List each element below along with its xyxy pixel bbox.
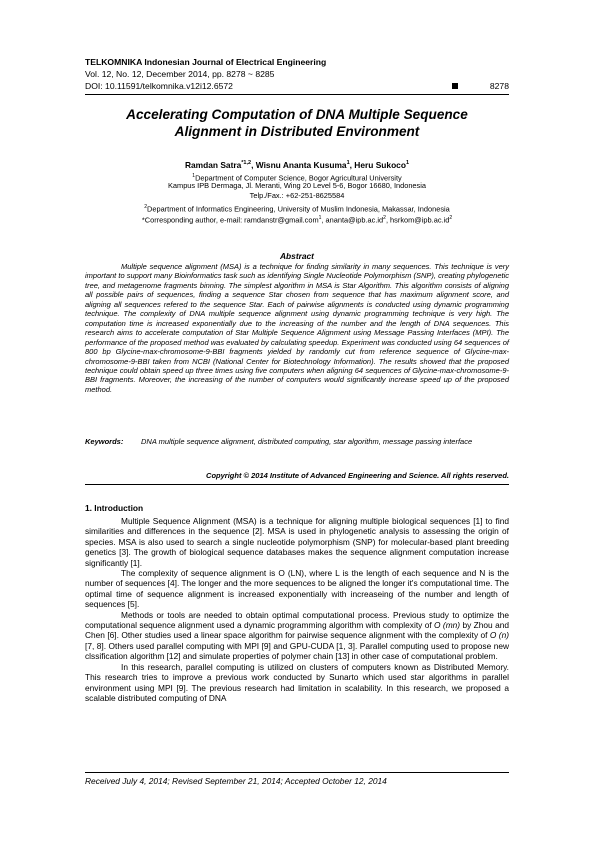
header-rule <box>85 94 509 95</box>
volume-line: Vol. 12, No. 12, December 2014, pp. 8278 ~ 8285 <box>85 69 275 79</box>
author-superscript: 1 <box>405 160 410 167</box>
affiliation-1-line-1: $^1$Department of Computer Science, Bogor Agricultural University <box>192 173 402 183</box>
affiliation-superscript: 1 <box>192 173 196 179</box>
author-name: Ramdan Satra <box>184 160 242 170</box>
paragraph: Methods or tools are needed to obtain optimal computational process. Previous study to optimize the computational sequence alignment used a dynamic programming algorithm with complexity of O (mn) by Zhou and Chen [6]. Other studies used a linear space algorithm for pairwise sequence alignment with the complexity of O (n) [7, 8]. Others used parallel computing with MPI [9] and GPU-CUDA [1, 3]. Parallel computing used to propose new clssification algorithm [12] and simulate properties of polymer chain [13] in other case of computational problem. <box>85 609 509 662</box>
author-separator: , <box>251 160 256 170</box>
author-superscript: 1 <box>346 160 350 167</box>
footer-rule <box>85 772 509 773</box>
introduction-body <box>85 516 509 703</box>
author-name: Wisnu Ananta Kusuma <box>255 160 347 170</box>
corresponding-author: *Corresponding author, e-mail: ramdanstr@gmail.com$^1$, $ananta@ipb.ac.id^2$, $hsrkom@ipb.ac.id^2$ <box>141 215 453 225</box>
page-number: 8278 <box>489 81 509 91</box>
affiliation-superscript: 2 <box>144 204 148 210</box>
paragraph: In this research, parallel computing is utilized on clusters of computers known as Distributed Memory. This research tries to improve a previous work conducted by Sunarto which used star algorithms in parallel environment using MPI [9]. The previous research had limitation in scalability. In this research, we proposed a scalable distributed computing of DNA <box>85 661 509 703</box>
affiliation-1-line-3: Telp./Fax.: +62-251-8625584 <box>249 191 345 200</box>
journal-name: TELKOMNIKA Indonesian Journal of Electrical Engineering <box>85 57 327 67</box>
section-rule <box>85 484 509 485</box>
author-name: Heru Sukoco <box>354 160 406 170</box>
author-separator: , <box>349 160 355 170</box>
copyright-notice: Copyright © 2014 Institute of Advanced Engineering and Science. All rights reserved. <box>206 471 509 480</box>
section-heading: 1. Introduction <box>85 503 144 513</box>
abstract-heading: Abstract <box>280 251 314 261</box>
paragraph: Multiple Sequence Alignment (MSA) is a technique for aligning multiple biological sequences [1] to find similarities and differences in the sequence [2]. MSA is used in phylogenetic analysis to assessing the origin of species. MSA is also used to search a single nucleotide polymorphism (SNP) for molecular-based plant breeding genetics [3]. The growth of biological sequence databases makes the sequence alignment computation increase significantly [1]. <box>85 516 509 568</box>
abstract-body: Multiple sequence alignment (MSA) is a technique for finding similarity in many sequences. This technique is very important to support many Bioinformatics task such as identifying Single Nucleotide Polymorphism (SNP), creating phylogenetic tree, and metagenome fragments binning. The simplest algorithm in MSA is Star Algorithm. This algorithm consists of aligning all possible pairs of sequences, finding a sequence Star chosen from sequence that has maximum alignment score, and aligning all sequences refered to the sequence Star. Each of pairwise alignments is conducted using dynamic programming technique. The complexity of DNA multiple sequence alignment using dynamic programming technique is very high. The computation time is increased exponentially due to the increasing of the number and the length of DNA sequences. This research aims to accelerate computation of Star Multiple Sequence Alignment using Message Passing Interfaces (MPI). The performance of the proposed method was evaluated by calculating speedup. Experiment was conducted using 64 sequences of 800 bp Glycine-max-chromosome-9-BBI fragments yielded by randomly cut from reference sequence of Glycine-max-chromosome-9-BBI taken from NCBI (National Center for Biotechnology Information). The results showed that the proposed technique could obtain speed up three times using five computers when aligning 64 sequences of Glycine-max-chromosome-9-BBI fragments. Moreover, the increasing of the number of computers would significantly increase speed up of the proposed method. <box>85 262 509 394</box>
title-line-1: Accelerating Computation of DNA Multiple Sequence <box>126 107 468 122</box>
author-list <box>85 160 509 170</box>
keywords-text: DNA multiple sequence alignment, distributed computing, star algorithm, message passing interface <box>141 437 473 446</box>
author-superscript: *1,2 <box>241 160 252 167</box>
doi-line: DOI: 10.11591/telkomnika.v12i12.6572 <box>85 81 233 91</box>
paragraph: The complexity of sequence alignment is O (LN), where L is the length of each sequence and N is the number of sequences [4]. The longer and the more sequences to be aligned the longer it's computational time. The optimal time of sequence alignment is increased exponentially with increaseing of the number and length of sequences [5]. <box>85 568 509 610</box>
affiliation-2: $^2$Department of Informatics Engineering, University of Muslim Indonesia, Makassar, Indonesia <box>144 204 450 214</box>
paper-title <box>85 107 509 140</box>
received-dates: Received July 4, 2014; Revised September 21, 2014; Accepted October 12, 2014 <box>85 776 387 786</box>
affiliation-1-line-2: Kampus IPB Dermaga, Jl. Meranti, Wing 20 Level 5-6, Bogor 16680, Indonesia <box>168 181 426 190</box>
title-line-2: Alignment in Distributed Environment <box>174 123 420 139</box>
keywords-label: Keywords: <box>85 437 124 446</box>
